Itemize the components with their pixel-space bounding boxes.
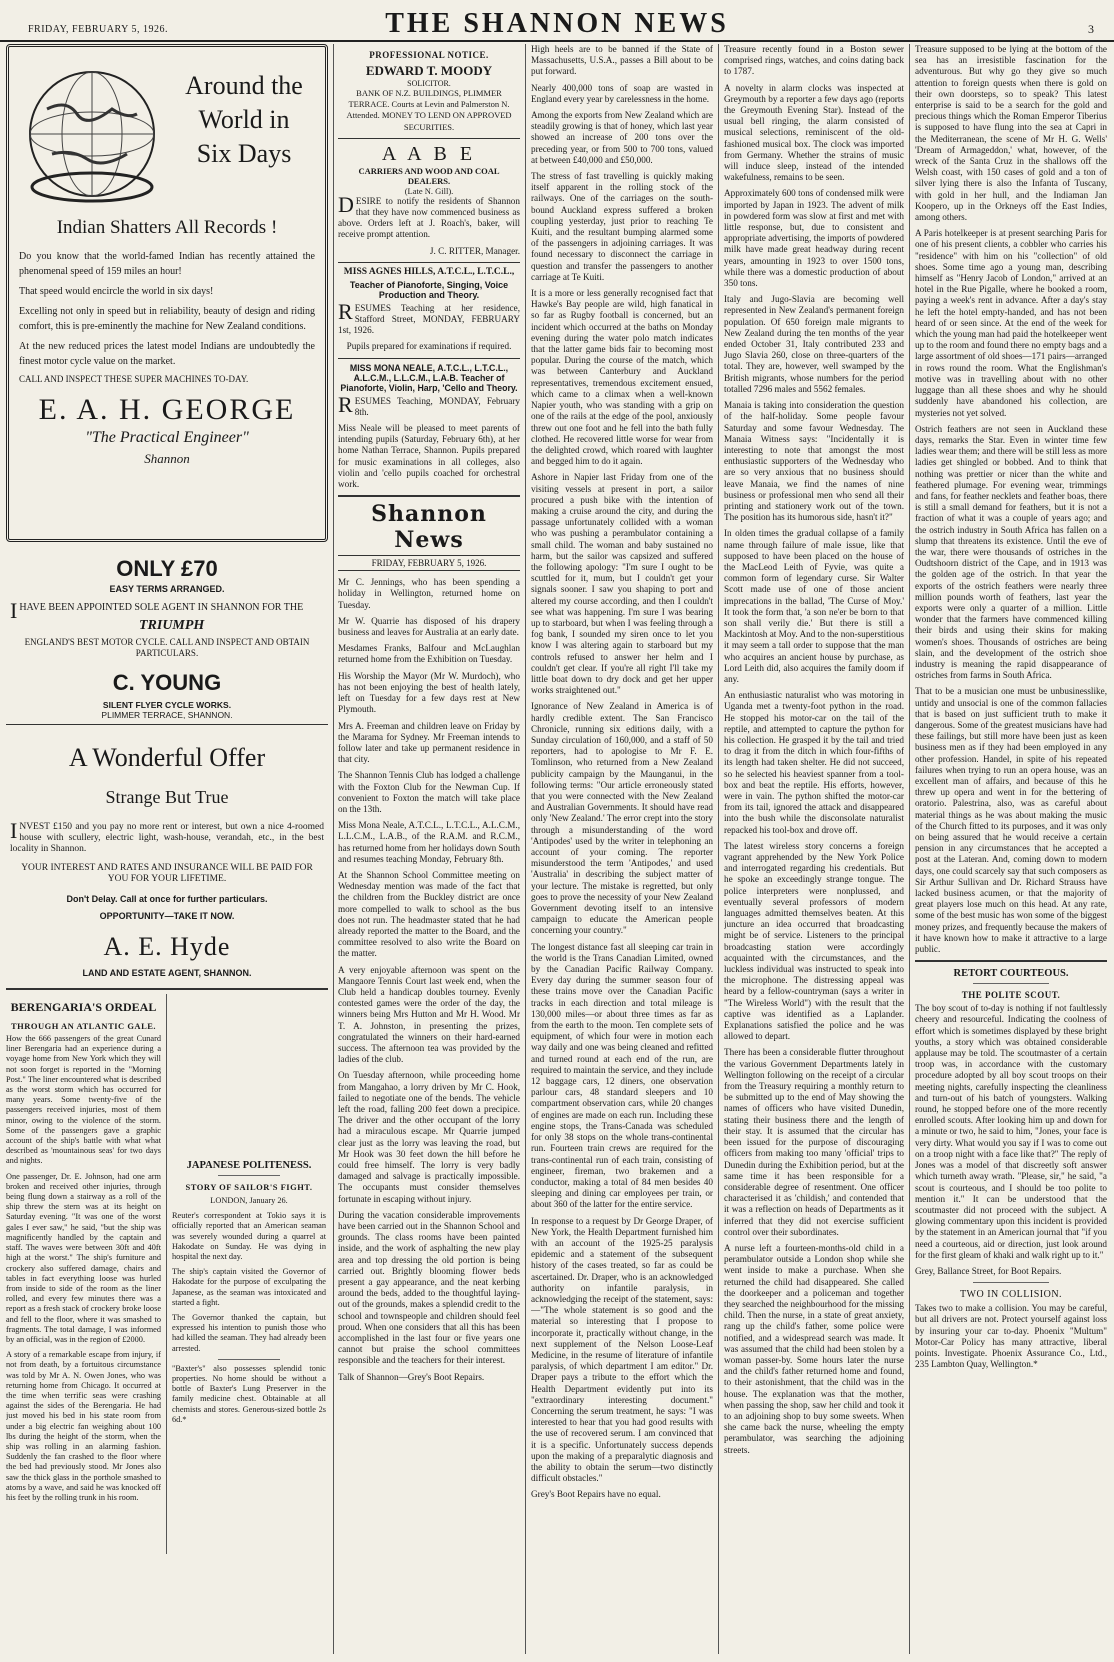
news-paragraph: Approximately 600 tons of condensed milk were imported by Japan in 1923. The advent of milk in powdered form was slow at first and met with little response, but, due to consistent and appropriate advertising, the imports of powdered milk have made great headway during recent years, amounting in 1923 to over 1500 tons, while there was a domestic production of about 350 tons. bbox=[724, 188, 904, 289]
notice-label: PROFESSIONAL NOTICE. bbox=[369, 50, 489, 60]
news-paragraph: At the Shannon School Committee meeting on Wednesday mention was made of the fact that the children from the Buckley district are once more compelled to walk to school as the bus does not run. The headmaster stated that he had already reported the matter to the Board, and the committee resolved to also write the Board on the matter. bbox=[338, 869, 520, 959]
news-paragraph: Miss Mona Neale, A.T.C.L., L.T.C.L., A.L.C.M., L.L.C.M., L.A.B., of the R.A.M. and R.C.M., has returned home from her holidays down South and resumes teaching Monday, February 8th. bbox=[338, 820, 520, 864]
news-paragraph: Mrs A. Freeman and children leave on Friday by the Marama for Sydney. Mr Freeman intends to follow later and take up permanent residence in that city. bbox=[338, 720, 520, 765]
article-paragraph: Reuter's correspondent at Tokio says it is officially reported that an American seaman was severely wounded during a quarrel at Hakodate on Sunday. He was dying in hospital the next day. bbox=[172, 1211, 326, 1262]
news-paragraph: It is a more or less generally recognised fact that Hawke's Bay people are wild, high fanatical in so far as Rugby football is concerned, but an incident which occurred at the baths on Monday evening during the water polo match indicates that the latter game bids fair to becoming most popular. During the course of the match, which was between Canterbury and Auckland representatives, tremendous excitement ensued, which came to a climax when a well-known Napier youth, who was standing with a grip on one of the rails at the edge of the pool, anxiously threw out one foot and he fell into the bath fully clothed. He recovered little worse for wear from the delighted crowd, which roared with laughter and begged him to do it again. bbox=[531, 288, 713, 467]
ad-subheadline: Indian Shatters All Records ! bbox=[56, 217, 278, 238]
article-subheadline: STORY OF SAILOR'S FIGHT. bbox=[185, 1182, 313, 1193]
news-paragraph: Mr C. Jennings, who has been spending a holiday in Wellington, returned home on Tuesday. bbox=[338, 577, 520, 610]
ad-paragraph: Excelling not only in speed but in reliability, beauty of design and riding comfort, this is pre-eminently the machine for New Zealand conditions. bbox=[19, 306, 315, 332]
column-2 bbox=[338, 44, 520, 1656]
ad-terms: EASY TERMS ARRANGED. bbox=[109, 584, 225, 594]
column-4 bbox=[724, 44, 904, 1656]
news-paragraph: Italy and Jugo-Slavia are becoming well represented in New Zealand's permanent foreign population. Of 650 foreign male migrants to New Zealand during the ten months of the year ended October 31, Italy contributed 233 and Jugo Slavia 260, close on three-quarters of the total. They are, however, well swamped by the British migrants, whose numbers for the period totalled 7296 males and 5562 females. bbox=[724, 294, 904, 394]
article-retort bbox=[915, 1003, 1107, 1277]
news-paragraph: Grey's Boot Repairs have no equal. bbox=[531, 1489, 661, 1500]
ad-paragraph: That speed would encircle the world in six days! bbox=[19, 286, 214, 297]
divider bbox=[915, 960, 1107, 962]
advertiser-name: C. YOUNG bbox=[112, 669, 222, 695]
news-paragraph: Ostrich feathers are not seen in Auckland these days, remarks the Star. Even in winter time few ladies wear them; and there will be still less as more ladies get shingled or bobbed. And to think that nothing was prettier or nicer than the white and feathered plumage. For evening wear, trimmings and fans, for feather necklets and feather boas, there is still a small demand for feathers, but it is not a fraction of what it was a couple of years ago; and the ostrich industry in South Africa has fallen on a slump that threatens its existence. Until the eve of the war, there were thousands of ostriches in the Oudtshoorn district of the Cape, and in 1913 was the golden age of the ostrich. In that year the exports of the ostrich feathers were nearly three million pounds worth of feathers, last year the exports were only a quarter of a million. Little wonder that the farmers have commenced killing their birds and using their skins for making women's shoes. Thousands of ostriches are being slain, and the development of the ostrich shoe industry is meaning the rapid disappearance of ostriches from farms in South Africa. bbox=[915, 423, 1107, 681]
lower-stories bbox=[6, 994, 328, 1554]
ad-indian-motorcycle bbox=[6, 44, 328, 542]
article-subheadline: THROUGH AN ATLANTIC GALE. bbox=[10, 1021, 157, 1032]
divider bbox=[338, 262, 520, 263]
divider bbox=[6, 988, 328, 990]
issue-date: FRIDAY, FEBRUARY 5, 1926. bbox=[28, 24, 168, 35]
ad-brand: TRIUMPH bbox=[138, 618, 205, 634]
article-paragraph: A story of a remarkable escape from injury, if not from death, by a fortuitous circumstance was told by Mr A. N. Owen Jones, who was returning home from Chicago. It occurred at the time when terrific seas were crashing against the sides of the Berengaria. He had just moved his bed in his state room from under a big electric fan weighing about 100 lbs during the height of the storm, when the ship was rolling in an alarming fashion. Suddenly the fan crashed to the floor where the bed had previously stood. Mr Jones also saw the thick glass in the porthole smashed to atoms by a wave, and said he was knocked off his feet by the rolling trunk in his room. bbox=[6, 1350, 161, 1502]
news-briefs bbox=[531, 44, 713, 1501]
notice-signature: J. C. RITTER, Manager. bbox=[429, 245, 520, 256]
article-subheadline: THE POLITE SCOUT. bbox=[961, 990, 1061, 1001]
news-paragraph: A nurse left a fourteen-months-old child in a perambulator outside a London shop while she went inside to make a purchase. When she returned the child had disappeared. She called the doorkeeper and a policeman and together they searched the neighbourhood for the missing child. Then the nurse, in a state of great anxiety, rang up the child's father, some police were notified, and a widespread search was made. It was assumed that the child had been stolen by a woman passer-by. Some hours later the nurse and the child's father returned home and found, to their astonishment, that the child was in the house. The explanation was that the mother, when passing the shop, saw her child and took it to an adjoining shop to buy some sweets. When she came back the nurse, wheeling the empty perambulator, was searching the adjoining streets. bbox=[724, 1242, 904, 1455]
ad-headline: A Wonderful Offer bbox=[68, 742, 266, 772]
news-paragraph: Ashore in Napier last Friday from one of the visiting vessels at present in port, a sailor procured a push bike with the intention of making a cruise around the city, and during the passage unfortunately collided with a woman who was pushing a perambulator containing a small child. The woman and baby sustained no harm, but the sailor was capsized and suffered the following apology: "I'm sure I ought to be scuttled for it, mum, but I couldn't get your signals sooner. I saw you shaping to port and altered my course according, and then I couldn't see what was happening. I'm sure I was bearing up to starboard, but when I was feeling through a fog bank, I sounded my siren once to let you know I was altering again to starboard but my controls refused to answer her helm and I couldn't get clear. If you're all right I'll take my little boat down to dry dock and get her upper works straightened out." bbox=[531, 472, 713, 696]
advertiser-works: SILENT FLYER CYCLE WORKS. bbox=[102, 699, 232, 710]
article-headline: RETORT COURTEOUS. bbox=[953, 968, 1069, 980]
advertiser-name: EDWARD T. MOODY bbox=[365, 63, 493, 78]
news-paragraph: The longest distance fast all sleeping car train in the world is the Trans Canadian Limited, owned by the Canadian Pacific Railway Company. Every day during the summer season four of these trains move over the Canadian Pacific tracks in each direction and total mileage is 130,000 miles—or about three times as far as from the earth to the moon. Ten complete sets of equipment, of which four were in motion each way daily and one was being cleaned and refitted and turned round at each end of the run, are required to maintain the service, and they include 12 baggage cars, 12 diners, one observation parlour cars, 48 standard sleepers and 10 compartment observation cars, while 20 changes of engines are made on each run. Including these engine stops, the Trans-Canada was scheduled for only 38 stops on the whole trans-continental run. Fourteen train crews are required for the trans-continental run of each train, consisting of engineer, fireman, two brakemen and a conductor, making a total of 84 men besides 40 sleeping and dining car employees per train, or about 360 of the latter for the entire service. bbox=[531, 941, 713, 1210]
news-paragraph: A very enjoyable afternoon was spent on the Mangaore Tennis Court last week end, when the Club held a handicap doubles tourney. Evenly contested games were the order of the day, the winners being Mrs Hutton and Mr H. Wood. Mr T. A. Johnston, in presenting the prizes, congratulated the winners on their hard-earned success. The afternoon tea was provided by the ladies of the club. bbox=[338, 964, 520, 1065]
article-headline: TWO IN COLLISION. bbox=[959, 1289, 1063, 1301]
ad-paragraph: At the new reduced prices the latest model Indians are undoubtedly the finest motor cycle value on the market. bbox=[19, 341, 315, 367]
notice-paragraph: Miss Neale will be pleased to meet parents of intending pupils (Saturday, February 6th), at her home Nathan Terrace, Shannon. Pupils prepared for music examinations in all colleges, also violin and 'cello pupils coached for orchestral work. bbox=[338, 423, 520, 490]
article-paragraph: Takes two to make a collision. You may be careful, but all drivers are not. Protect yourself against loss by insuring your car to-day. Phoenix "Multum" Motor-Car Policy has many attractive, liberal points. Investigate. Phoenix Assurance Co., Ltd., 235 Lambton Quay, Wellington.* bbox=[915, 1303, 1107, 1370]
article-headline: BERENGARIA'S ORDEAL bbox=[10, 1000, 157, 1015]
news-paragraph: A Paris hotelkeeper is at present searching Paris for one of his present clients, a cobbler who carries his "residence" with him on his "collection" of old shoes. Some time ago a young man, describing himself as "Henry Jacob of London," arrived at an hotel in the Rue Pigalle, where he booked a room, paying a week's rent in advance. After a day's stay he left the hotel empty-handed, and has not been heard of or seen since. At the end of the week for which the young man had paid the hotelkeeper went up to the room and found there no empty bags and a large assortment of old shoes—171 pairs—arranged in rows round the room. What the Englishman's motive was in travelling about with no other luggage than all these shoes and why he should suddenly have abandoned his collection, are mysteries not yet solved. bbox=[915, 228, 1107, 418]
divider bbox=[973, 1282, 1050, 1283]
divider bbox=[338, 138, 520, 139]
ad-paragraph: CALL AND INSPECT THESE SUPER MACHINES TO-DAY. bbox=[19, 374, 249, 384]
ad-paragraph: OPPORTUNITY—TAKE IT NOW. bbox=[99, 910, 235, 921]
news-paragraph: Treasure supposed to be lying at the bottom of the sea has an irresistible fascination for the adventurous. But why go they give so much attention to foreign quests when there is gold on their own doorsteps, so to speak? This latest enterprise is said to be a search for the gold and precious things which the Roman Emperor Tiberius is supposed to have flung into the sea at Capri in the Mediterranean, the scene of Mr H. G. Wells' 'Dream of Armageddon,' what, however, of the wreck of the Santa Cruz in the shallows off the Welsh coast, with 150 cases of gold and a ton of silver lying there is also the Infanta of Tuscany, with gold in her hull, and the Indiaman Jan Koopero, up in the Orkneys off the East Indies, among others. bbox=[915, 44, 1107, 223]
article-paragraph: The Governor thanked the captain, but expressed his intention to punish those who had killed the seaman. They had already been arrested. bbox=[172, 1313, 326, 1353]
notice-paragraph: Pupils prepared for examinations if required. bbox=[346, 341, 512, 352]
ad-paragraph: Do you know that the world-famed Indian has recently attained the phenomenal speed of 159 miles an hour! bbox=[19, 251, 315, 277]
news-paragraph: Manaia is taking into consideration the question of the half-holiday. Some people favour Saturday and some favour Wednesday. The Manaia Witness says: "Incidentally it is interesting to note that amongst the most enthusiastic supporters of the Wednesday who are so very anxious that no business should leave Manaia, we find the names of nine business or professional men who send all their printing and stationery work out of the town. The position has its humorous side, hasn't it?" bbox=[724, 400, 904, 523]
masthead bbox=[0, 0, 1114, 42]
divider bbox=[6, 724, 328, 725]
column-rule bbox=[909, 44, 910, 1654]
divider bbox=[338, 495, 520, 497]
news-paragraph: In olden times the gradual collapse of a family name through failure of male issue, like that supposed to have been placed on the house of the MacLeod Leith of Fyvie, was quite a common form of legendary curse. Sir Walter Scott made use of one of those ancient imprecations in the ballad, 'The Curse of Moy.' It took the form that, 'a son ne'er be born to that son shall verily die.' But there is still a Mackintosh at Moy. And to the non-superstitious it may seem a tall order to suppose that the man who acquires an ancient house by purchase, as Lord Leith did, also acquires the family doom if any. bbox=[724, 528, 904, 684]
advertiser-name: MISS AGNES HILLS, A.T.C.L., L.T.C.L., bbox=[343, 266, 515, 277]
ad-wonderful-offer bbox=[6, 743, 328, 978]
news-paragraph: Mr W. Quarrie has disposed of his drapery business and leaves for Australia at an early date. bbox=[338, 615, 520, 638]
nameplate-date: FRIDAY, FEBRUARY 5, 1926. bbox=[338, 555, 520, 571]
globe-icon bbox=[17, 59, 167, 209]
article-japanese bbox=[172, 994, 326, 1430]
page-number: 3 bbox=[1088, 22, 1094, 36]
advertiser-role: LAND AND ESTATE AGENT, SHANNON. bbox=[82, 968, 252, 979]
advertiser-role: Teacher of Pianoforte, Singing, Voice Production and Theory. bbox=[349, 279, 509, 300]
article-paragraph: One passenger, Dr. E. Johnson, had one arm broken and received other injuries, through being flung down a stairway as a roll of the ship threw the stern was at its height on Saturday evening. "It was one of the worst gales I ever saw," he said, "but the ship was magnificently handled by the captain and staff. The waves were between 30ft and 40ft high at the worst." The ship's furniture and crockery also suffered damage, chairs and tables in fact everything loose was hurled from inside to side of the room as the liner rolled, and every few minutes there was a report as a fresh stack of crockery broke loose and fell to the floor, where it was smashed to fragments. The total damage, I was informed by an official, was in the region of £2000. bbox=[6, 1171, 161, 1344]
article-paragraph: The boy scout of to-day is nothing if not faultlessly cheery and resourceful. Indicating the coolness of effort which is sometimes displayed by these bright youths, a story which was obtained considerable applause may be told. The scoutmaster of a certain troop was, in accordance with the customary procedure adopted by all boy scout troops on their meeting nights, carefully inspecting the cleanliness and turn-out of his batch of youngsters. Walking round, he stopped before one of the more recently enrolled scouts. After looking him up and down for a minute or two, he said to him, "Jones, your face is very dirty. What would you say if I was to come out on a troop night with a face like that?" The reply of Jones was a model of that discreetly soft answer which turneth away wrath. "Please, sir," he said, "a scout is courteous, and I should be too polite to mention it." It can be understood that the scoutmaster did not proceed with the subject. A glowing commentary upon this incident is provided by the statement in an American journal that "if you need a courteous, aid or direction, just look around for the first gleam of khaki and walk right up to it." bbox=[915, 1003, 1107, 1260]
advertiser-note: (Late N. Gill). bbox=[404, 185, 454, 196]
notice-paragraph: BANK OF N.Z. BUILDINGS, PLIMMER TERRACE. Courts at Levin and Palmerston N. Attended. MONEY TO LEND ON APPROVED SECURITIES. bbox=[346, 88, 512, 132]
article-paragraph: "Baxter's" also possesses splendid tonic properties. No home should be without a bottle of Baxter's Lung Preserver in the family medicine chest. Obtainable at all chemists and stores. Generous-sized bottle 2s 6d.* bbox=[172, 1363, 326, 1424]
advertiser-name: E. A. H. GEORGE bbox=[38, 393, 296, 427]
ad-paragraph: YOUR INTEREST AND RATES AND INSURANCE WILL BE PAID FOR YOU FOR YOUR LIFETIME. bbox=[21, 863, 313, 885]
column-rule bbox=[166, 994, 167, 1554]
ad-price-headline: ONLY £70 bbox=[116, 556, 218, 581]
local-news bbox=[338, 577, 520, 1383]
news-paragraph: His Worship the Mayor (Mr W. Murdoch), who has not been enjoying the best of health lately, left on Tuesday for a few days rest at New Plymouth. bbox=[338, 670, 520, 715]
ad-headline-line2: World in bbox=[198, 105, 290, 134]
article-collision bbox=[915, 1303, 1107, 1370]
column-5 bbox=[915, 44, 1107, 1656]
ad-subheadline: Strange But True bbox=[105, 786, 229, 807]
news-paragraph: There has been a considerable flutter throughout the various Government Departments lately in Wellington following on the receipt of a circular from the Treasury requiring a monthly return to be submitted up to the end of May showing the names of officers who have visited Dunedin, stating their business there and the length of their stay. It is assumed that the circular has been issued for the purpose of discouraging officers from making too many 'official' trips to Dunedin during the Exhibition period, but at the same time it has been responsible for a considerable degree of resentment. One officer characterised it as 'childish,' and contended that it was a reflection on heads of Departments as it inferred that they did not exercise sufficient control over their subordinates. bbox=[724, 1047, 904, 1237]
news-paragraph: During the vacation considerable improvements have been carried out in the Shannon School and grounds. The class rooms have been painted inside, and the work of asphalting the new play area and top dressing the old portion is being carried out. Brightly blooming flower beds present a gay appearance, and the neat kerbing around the beds, added to the thoughtful laying-out of the grounds, makes a splendid credit to the school and townspeople and children should feel proud. When one considers that all this has been accomplished in the last four or five years one cannot but praise the school committees responsible and the teachers for their interest. bbox=[338, 1209, 520, 1366]
advertiser-trade: CARRIERS AND WOOD AND COAL DEALERS. bbox=[358, 165, 500, 186]
advertiser-name: A A B E bbox=[381, 142, 477, 165]
article-paragraph: How the 666 passengers of the great Cunard liner Berengaria had an experience during a voyage home from New York which they will not soon forget is reported in the "Morning Post." The liner encountered what is described as the worst storm which has occurred for many years. Some twenty-five of the passengers received injuries, most of them minor, owing to the violence of the storm. Some of the passengers gave a graphic account of the ship's battle with what what described as 'mountainous seas' for two days and nights. bbox=[6, 1034, 161, 1166]
advertiser-role: SOLICITOR. bbox=[407, 79, 451, 88]
news-paragraph: The latest wireless story concerns a foreign vagrant apprehended by the New York Police and interrogated regarding his credentials. But he spoke an exceedingly strange tongue. The police interpreters were nonplussed, and eventually several professors of modern languages admitted themselves beaten. At this juncture an idea occurred that broadcasting might be of service. Listeners to the principal broadcasting station were accordingly acquainted with the circumstances, and the luckless individual was instructed to speak into the microphone. The distressing appeal was heard by a fellow-countryman (says a writer in "The Wireless World") with the result that the captive was identified as a Laplander. Explanations satisfied the police and he was allowed to depart. bbox=[724, 840, 904, 1042]
news-briefs bbox=[915, 44, 1107, 955]
divider bbox=[218, 1175, 280, 1176]
column-rule bbox=[718, 44, 719, 1654]
news-paragraph: On Tuesday afternoon, while proceeding home from Mangahao, a lorry driven by Mr C. Hook, failed to negotiate one of the bends. The vehicle left the road, falling 200 feet down a precipice. The driver and the other occupant of the lorry had a miraculous escape. Mr Quarrie jumped clear just as the lorry was leaving the road, but Mr Hook was 30 feet down the hill before he could free himself. The lorry is very badly damaged and salvage is practically impossible. The occupants must consider themselves fortunate in escaping without injury. bbox=[338, 1070, 520, 1204]
article-headline: JAPANESE POLITENESS. bbox=[186, 1160, 312, 1172]
news-paragraph: The Shannon Tennis Club has lodged a challenge with the Foxton Club for the Newman Cup. If convenient to Foxton the match will take place on the 13th. bbox=[338, 770, 520, 814]
news-paragraph: Treasure recently found in a Boston sewer comprised rings, watches, and coins dating back to 1787. bbox=[724, 44, 904, 77]
advertiser-tagline: "The Practical Engineer" bbox=[85, 429, 249, 447]
notice-paragraph: RESUMES Teaching, MONDAY, February 8th. bbox=[338, 391, 520, 417]
news-paragraph: A novelty in alarm clocks was inspected at Greymouth by a reporter a few days ago (reports the Greymouth Evening Star). Instead of the usual bell ringing, the alarm consisted of musical selections, reminiscent of the old-fashioned musical box. The clock was imported from Germany. Whether the strains of music will induce sleep, instead of the intended wakefulness, remains to be seen. bbox=[724, 82, 904, 183]
column-3 bbox=[531, 44, 713, 1656]
ad-headline-line3: Six Days bbox=[196, 139, 292, 168]
news-paragraph: That to be a musician one must be unbusinesslike, untidy and unsocial is one of the common fallacies that is based on just sufficient truth to make it dangerous. Some of the greatest musicians have had these failings, but still more have been just as keen business men as if they had been employed in any other profession. Handel, in spite of his repeated failures when trying to run an opera house, was an excellent man of affairs, and because of this he threw up opera and went in for the bettering of oratorio. Palestrina, also, was as careful about material things as he was about making the music of the Church fitted to its purposes, and it was only on being assured that he would receive a certain pension in any circumstances that he accepted a post at the Lateran. And, coming down to modern days, one could scarcely say that such composers as Sir Arthur Sullivan and Dr. Richard Strauss have lacked business acumen, or that the majority of great players lose much on this head. At any rate, some of the best music has won some of the biggest money prizes, and frequently because the makers of it have known how to make it attractive to a large public. bbox=[915, 686, 1107, 955]
divider bbox=[338, 358, 520, 359]
news-paragraph: Nearly 400,000 tons of soap are wasted in England every year by carelessness in the home. bbox=[531, 82, 713, 104]
news-paragraph: Mesdames Franks, Balfour and McLaughlan returned home from the Exhibition on Tuesday. bbox=[338, 643, 520, 665]
divider bbox=[973, 983, 1050, 984]
article-paragraph: The ship's captain visited the Governor of Hakodate for the purpose of exculpating the Japanese, as the seaman was intoxicated and started a fight. bbox=[172, 1267, 326, 1307]
advertiser-town: Shannon bbox=[144, 451, 190, 467]
notice-paragraph: RESUMES Teaching at her residence, Stafford Street, MONDAY, FEBRUARY 1st, 1926. bbox=[338, 298, 520, 336]
article-paragraph: Grey, Ballance Street, for Boot Repairs. bbox=[915, 1265, 1062, 1276]
newspaper-title: THE SHANNON NEWS bbox=[385, 8, 729, 39]
news-briefs bbox=[724, 44, 904, 1456]
ad-paragraph: ENGLAND'S BEST MOTOR CYCLE. CALL AND INSPECT AND OBTAIN PARTICULARS. bbox=[24, 637, 310, 659]
news-paragraph: The stress of fast travelling is quickly making itself apparent in the rolling stock of the railways. One of the carriages on the south-bound Auckland express suffered a broken coupling yesterday, just prior to reaching Te Kuiti, and the resultant bumping alarmed some of the passengers in adjoining carriages. It was found necessary to disconnect the carriage in question and transfer the passengers to another carriage at Te Kuiti. bbox=[531, 171, 713, 282]
news-paragraph: Among the exports from New Zealand which are steadily growing is that of honey, which last year showed an increase of 200 tons over the preceding year, or from 500 to 700 tons, valued at between £40,000 and £50,000. bbox=[531, 110, 713, 165]
ad-paragraph: Don't Delay. Call at once for further particulars. bbox=[66, 893, 268, 904]
news-paragraph: High heels are to be banned if the State of Massachusetts, U.S.A., passes a Bill about to be put forward. bbox=[531, 44, 713, 77]
news-paragraph: Talk of Shannon—Grey's Boot Repairs. bbox=[338, 1371, 485, 1382]
ad-paragraph: IHAVE BEEN APPOINTED SOLE AGENT IN SHANNON FOR THE bbox=[10, 598, 304, 623]
news-paragraph: An enthusiastic naturalist who was motoring in Uganda met a twenty-foot python in the road. He stopped his motor-car on the tail of the reptile, and attempted to capture the python for his collection. He grasped it by the tail and tried to drag it from the ditch in which four-fifths of its length had taken shelter. He did not succeed, so he selected his heaviest spanner from a tool-box and beat the reptile. His efforts, however, were in vain. The python shifted the motor-car from its tail, ignored the attack and disappeared into the bush while the disconsolate naturalist repacked his tool-box and drove off. bbox=[724, 690, 904, 835]
column-1 bbox=[6, 44, 328, 1656]
advertiser-address: PLIMMER TERRACE, SHANNON. bbox=[101, 709, 233, 720]
column-rule bbox=[525, 44, 526, 1654]
news-paragraph: In response to a request by Dr George Draper, of New York, the Health Department furnished him with an account of the 1925-25 paralysis epidemic and a statement of the subsequent history of the cases treated, so far as could be ascertained. Dr. Draper, who is an acknowledged authority on infantile paralysis, in acknowledging the receipt of the statement, says:—"The whole statement is so good and the material so interesting that I propose to incorporate it, practically without change, in the next supplement of the Nelson Loose-Leaf Medicine, in the resume of literature of infantile paralysis, of which department I am editor." Dr. Draper pays a tribute to the effort which the Health Department evidently put into its "extraordinary interesting document." Concerning the serum treatment, he says: "I was interested to hear that you had good results with the use of recovered serum. I am convinced that it is a specific. Unfortunately success depends upon the making of a preparalytic diagnosis and the ability to obtain the serum—two distinctly difficult obstacles." bbox=[531, 1215, 713, 1484]
advertiser-name: MISS MONA NEALE, A.T.C.L., L.T.C.L., A.L.C.M., L.L.C.M., L.A.B. Teacher of Pianoforte, Violin, Harp, 'Cello and Theory. bbox=[340, 362, 518, 393]
ad-paragraph: INVEST £150 and you pay no more rent or interest, but own a nice 4-roomed house with scullery, electric light, wash-house, verandah, etc., in the best locality in Shannon. bbox=[10, 817, 324, 855]
notice-paragraph: DESIRE to notify the residents of Shannon that they have now commenced business as above. Orders left at J. Roach's, baker, will receive prompt attention. bbox=[338, 191, 520, 240]
article-dateline: LONDON, January 26. bbox=[210, 1196, 288, 1206]
ad-triumph bbox=[6, 542, 328, 720]
news-paragraph: Ignorance of New Zealand in America is of hardly credible extent. The San Francisco Chronicle, running six editions daily, with a Sunday circulation of 160,000, and a staff of 50 reporters, had to apologise to Mr F. E. Tomlinson, who returned from a New Zealand publicity campaign by the Maunganui, in the following terms: "Our article erroneously stated that you were connected with the New Zealand and Australian Governments. It should have read only 'New Zealand.' The error crept into the story through a misunderstanding of the word 'Antipodes' used by the writer in telephoning an account of your coming. The reporter misunderstood the term 'Antipodes,' and used 'Australia' in describing the subject matter of your lecture. The mistake is regretted, but only goes to prove the necessity of your New Zealand Government devoting itself to an intensive campaign to educate the American people concerning your country." bbox=[531, 701, 713, 936]
nameplate: Shannon News bbox=[371, 501, 487, 554]
article-berengaria bbox=[6, 994, 161, 1508]
advertiser-name: A. E. Hyde bbox=[103, 932, 231, 962]
divider bbox=[218, 1359, 280, 1360]
ad-headline-line1: Around the bbox=[185, 71, 303, 100]
column-rule bbox=[333, 44, 334, 1654]
